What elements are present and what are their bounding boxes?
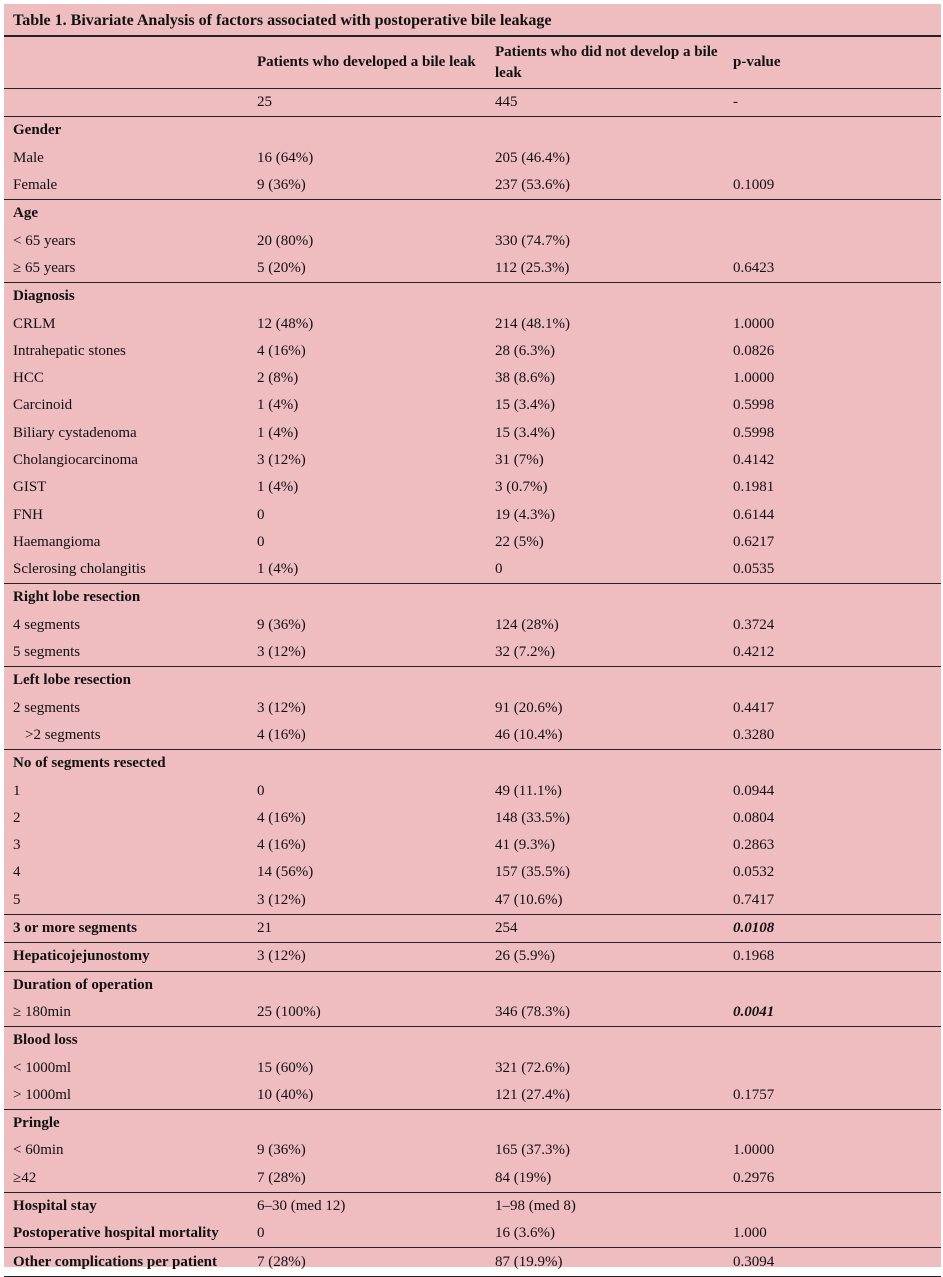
table-row [4, 722, 941, 749]
cell-bile-leak: 1 (4%) [257, 561, 299, 578]
cell-bile-leak: 9 (36%) [257, 177, 306, 194]
table-body [4, 88, 941, 1277]
cell-no-bile-leak: 15 (3.4%) [495, 397, 555, 414]
table-row [4, 474, 941, 501]
cell-no-bile-leak: 28 (6.3%) [495, 342, 555, 359]
cell-bile-leak: 15 (60%) [257, 1059, 314, 1076]
cell-factor: 4 segments [13, 616, 81, 633]
cell-p-value: 0.3280 [733, 726, 775, 743]
table-row [4, 612, 941, 639]
table-row [4, 805, 941, 832]
table-row [4, 1137, 941, 1164]
table-row [4, 999, 941, 1026]
cell-bile-leak: 1 (4%) [257, 397, 299, 414]
table-row [4, 942, 941, 970]
cell-factor: No of segments resected [13, 755, 166, 772]
cell-p-value: 0.0826 [733, 342, 775, 359]
cell-p-value: 0.0944 [733, 782, 775, 799]
cell-factor: Age [13, 205, 38, 222]
table-row [4, 639, 941, 666]
cell-bile-leak: 3 (12%) [257, 948, 306, 965]
cell-p-value: 0.1757 [733, 1086, 775, 1103]
cell-bile-leak: 3 (12%) [257, 644, 306, 661]
cell-p-value: 0.6144 [733, 506, 775, 523]
cell-factor: 5 segments [13, 644, 81, 661]
cell-p-value: 1.0000 [733, 315, 775, 332]
cell-no-bile-leak: 237 (53.6%) [495, 177, 570, 194]
cell-p-value: 1.0000 [733, 1142, 775, 1159]
cell-factor: ≥42 [13, 1169, 37, 1186]
cell-factor: 3 [13, 837, 21, 854]
cell-no-bile-leak: 205 (46.4%) [495, 149, 570, 166]
table-row [4, 1109, 941, 1137]
table-row [4, 859, 941, 886]
cell-bile-leak: 1 (4%) [257, 424, 299, 441]
table-row [4, 914, 941, 942]
cell-bile-leak: 16 (64%) [257, 149, 314, 166]
cell-no-bile-leak: 31 (7%) [495, 452, 544, 468]
table-row [4, 777, 941, 804]
cell-factor: 4 [13, 864, 21, 881]
cell-factor: 3 or more segments [13, 920, 137, 937]
cell-factor: Duration of operation [13, 976, 153, 993]
cell-p-value: 0.6423 [733, 259, 775, 276]
table-row [4, 1220, 941, 1247]
cell-factor: Sclerosing cholangitis [13, 561, 146, 578]
cell-factor: < 65 years [13, 232, 76, 249]
cell-bile-leak: 3 (12%) [257, 699, 306, 716]
cell-bile-leak: 0 [257, 1225, 265, 1242]
cell-bile-leak: 0 [257, 533, 265, 550]
cell-no-bile-leak: 1–98 (med 8) [495, 1198, 576, 1215]
cell-no-bile-leak: 49 (11.1%) [495, 782, 562, 799]
table-row [4, 88, 941, 116]
cell-p-value: - [733, 94, 738, 111]
cell-no-bile-leak: 214 (48.1%) [495, 315, 570, 332]
table-row [4, 695, 941, 722]
cell-no-bile-leak: 0 [495, 561, 503, 578]
cell-p-value: 0.3724 [733, 616, 775, 633]
cell-p-value: 0.7417 [733, 891, 775, 908]
cell-factor: ≥ 65 years [13, 259, 76, 276]
table-row [4, 1082, 941, 1109]
cell-no-bile-leak: 124 (28%) [495, 616, 559, 633]
cell-bile-leak: 10 (40%) [257, 1086, 314, 1103]
table-row [4, 749, 941, 777]
cell-p-value: 0.0804 [733, 809, 775, 826]
table-row [4, 1054, 941, 1081]
table-row [4, 666, 941, 694]
table-row [4, 227, 941, 254]
cell-bile-leak: 3 (12%) [257, 452, 306, 468]
cell-factor: HCC [13, 370, 44, 387]
cell-factor: CRLM [13, 315, 56, 332]
cell-p-value: 0.4142 [733, 452, 775, 468]
cell-factor: >2 segments [25, 726, 101, 743]
cell-bile-leak: 2 (8%) [257, 370, 299, 387]
cell-bile-leak: 20 (80%) [257, 232, 314, 249]
cell-no-bile-leak: 47 (10.6%) [495, 891, 563, 908]
cell-p-value: 0.1009 [733, 177, 775, 194]
cell-bile-leak: 9 (36%) [257, 1142, 306, 1159]
cell-factor: 2 [13, 809, 21, 826]
table-row [4, 971, 941, 999]
table-row [4, 887, 941, 914]
cell-p-value: 0.2863 [733, 837, 775, 854]
cell-no-bile-leak: 148 (33.5%) [495, 809, 570, 826]
cell-factor: 2 segments [13, 699, 81, 716]
table-row [4, 338, 941, 365]
cell-no-bile-leak: 32 (7.2%) [495, 644, 555, 661]
cell-no-bile-leak: 41 (9.3%) [495, 837, 555, 854]
cell-bile-leak: 7 (28%) [257, 1169, 306, 1186]
cell-p-value: 1.0000 [733, 370, 775, 387]
cell-bile-leak: 14 (56%) [257, 864, 314, 881]
cell-no-bile-leak: 22 (5%) [495, 533, 544, 550]
cell-no-bile-leak: 15 (3.4%) [495, 424, 555, 441]
table-row [4, 255, 941, 282]
cell-bile-leak: 4 (16%) [257, 837, 306, 854]
cell-no-bile-leak: 165 (37.3%) [495, 1142, 570, 1159]
column-header-p-value: p-value [733, 54, 781, 70]
cell-factor: 1 [13, 782, 21, 799]
cell-no-bile-leak: 19 (4.3%) [495, 506, 555, 523]
cell-factor: 5 [13, 891, 21, 908]
cell-factor: Female [13, 177, 58, 194]
cell-bile-leak: 3 (12%) [257, 891, 306, 908]
cell-no-bile-leak: 121 (27.4%) [495, 1086, 570, 1103]
cell-factor: Gender [13, 122, 62, 139]
cell-bile-leak: 0 [257, 506, 265, 523]
cell-bile-leak: 5 (20%) [257, 259, 306, 276]
table-row [4, 172, 941, 199]
cell-bile-leak: 1 (4%) [257, 479, 299, 496]
cell-factor: GIST [13, 479, 47, 496]
cell-no-bile-leak: 84 (19%) [495, 1169, 552, 1186]
cell-bile-leak: 4 (16%) [257, 342, 306, 359]
cell-no-bile-leak: 445 [495, 94, 518, 111]
cell-factor: Haemangioma [13, 533, 101, 550]
table-row [4, 145, 941, 172]
cell-bile-leak: 7 (28%) [257, 1253, 306, 1270]
cell-factor: Hepaticojejunostomy [13, 948, 150, 965]
table-caption: Table 1. Bivariate Analysis of factors associated with postoperative bile leakage [4, 4, 941, 37]
table-header-row [4, 37, 941, 88]
cell-p-value: 0.2976 [733, 1169, 775, 1186]
cell-factor: < 60min [13, 1142, 64, 1159]
table-row [4, 392, 941, 419]
table-row [4, 1165, 941, 1192]
cell-bile-leak: 4 (16%) [257, 809, 306, 826]
cell-p-value: 0.1968 [733, 948, 775, 965]
table-row [4, 1247, 941, 1276]
cell-factor: Cholangiocarcinoma [13, 452, 138, 468]
cell-factor: Blood loss [13, 1032, 78, 1049]
cell-p-value: 1.000 [733, 1225, 767, 1242]
cell-bile-leak: 21 [257, 920, 272, 937]
cell-p-value: 0.6217 [733, 533, 775, 550]
cell-no-bile-leak: 157 (35.5%) [495, 864, 570, 881]
cell-factor: ≥ 180min [13, 1003, 71, 1020]
cell-no-bile-leak: 91 (20.6%) [495, 699, 563, 716]
cell-bile-leak: 25 [257, 94, 272, 111]
cell-bile-leak: 12 (48%) [257, 315, 314, 332]
table-row [4, 199, 941, 227]
cell-factor: Right lobe resection [13, 589, 141, 606]
cell-no-bile-leak: 38 (8.6%) [495, 370, 555, 387]
cell-no-bile-leak: 26 (5.9%) [495, 948, 555, 965]
cell-p-value: 0.5998 [733, 424, 775, 441]
table-row [4, 310, 941, 337]
cell-bile-leak: 0 [257, 782, 265, 799]
cell-no-bile-leak: 112 (25.3%) [495, 259, 570, 276]
table-row [4, 529, 941, 556]
cell-factor: Other complications per patient [13, 1253, 218, 1270]
cell-p-value: 0.4212 [733, 644, 775, 661]
cell-bile-leak: 6–30 (med 12) [257, 1198, 346, 1215]
table-row [4, 365, 941, 392]
table-row [4, 832, 941, 859]
table-row [4, 420, 941, 447]
cell-p-value: 0.5998 [733, 397, 775, 414]
cell-no-bile-leak: 46 (10.4%) [495, 726, 563, 743]
cell-factor: > 1000ml [13, 1086, 72, 1103]
cell-no-bile-leak: 321 (72.6%) [495, 1059, 570, 1076]
cell-p-value: 0.0532 [733, 864, 775, 881]
cell-factor: Left lobe resection [13, 672, 132, 689]
cell-factor: Intrahepatic stones [13, 342, 126, 359]
cell-factor: < 1000ml [13, 1059, 72, 1076]
cell-no-bile-leak: 254 [495, 920, 518, 937]
cell-factor: Biliary cystadenoma [13, 424, 137, 441]
cell-no-bile-leak: 16 (3.6%) [495, 1225, 555, 1242]
table-row [4, 282, 941, 310]
cell-p-value: 0.0535 [733, 561, 775, 578]
cell-bile-leak: 4 (16%) [257, 726, 306, 743]
table-row [4, 1192, 941, 1220]
cell-no-bile-leak: 330 (74.7%) [495, 232, 570, 249]
table-row [4, 501, 941, 528]
cell-bile-leak: 25 (100%) [257, 1003, 321, 1020]
cell-p-value: 0.4417 [733, 699, 775, 716]
cell-no-bile-leak: 346 (78.3%) [495, 1003, 570, 1020]
cell-factor: Pringle [13, 1115, 60, 1132]
cell-p-value: 0.0108 [733, 920, 775, 937]
cell-factor: FNH [13, 506, 44, 523]
cell-no-bile-leak: 87 (19.9%) [495, 1253, 563, 1270]
table-row [4, 116, 941, 144]
table-row [4, 1026, 941, 1054]
table-container [4, 4, 941, 1270]
cell-p-value: 0.0041 [733, 1003, 775, 1020]
cell-no-bile-leak: 3 (0.7%) [495, 479, 548, 496]
cell-factor: Postoperative hospital mortality [13, 1225, 219, 1242]
column-header-bile-leak: Patients who developed a bile leak [257, 54, 476, 70]
cell-p-value: 0.3094 [733, 1253, 775, 1270]
cell-factor: Carcinoid [13, 397, 73, 414]
table-row [4, 556, 941, 583]
cell-factor: Male [13, 149, 44, 166]
table-row [4, 583, 941, 611]
column-header-no-bile-leak: Patients who did not develop a bile leak [495, 43, 718, 81]
cell-p-value: 0.1981 [733, 479, 775, 496]
table-row [4, 447, 941, 474]
cell-bile-leak: 9 (36%) [257, 616, 306, 633]
cell-factor: Diagnosis [13, 288, 75, 305]
cell-factor: Hospital stay [13, 1198, 97, 1215]
